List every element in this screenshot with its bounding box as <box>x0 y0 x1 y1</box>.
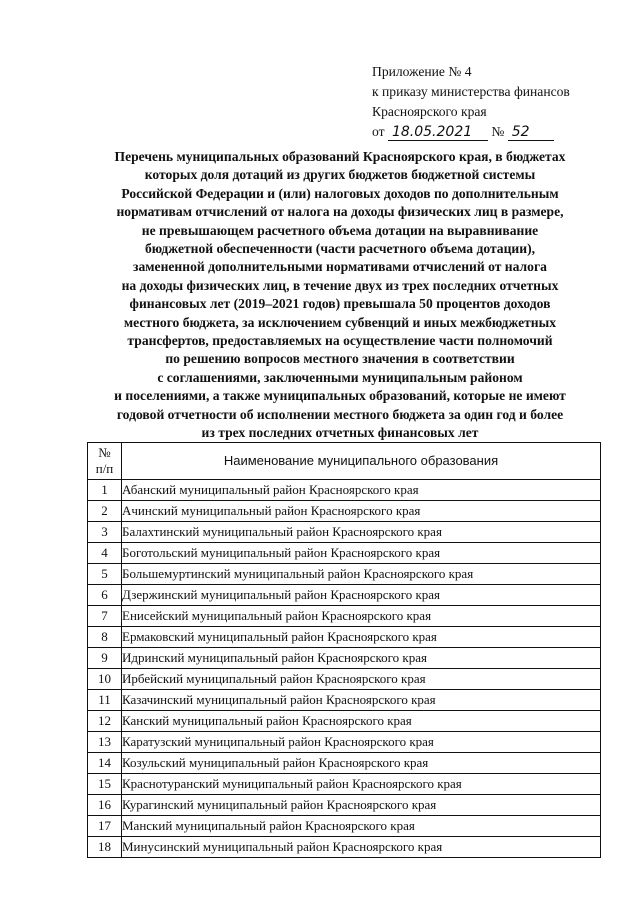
table-row <box>88 837 601 858</box>
row-municipality-name: Ачинский муниципальный район Красноярского края <box>122 501 601 522</box>
table-row <box>88 522 601 543</box>
title-line: финансовых лет (2019–2021 годов) превышала 50 процентов доходов <box>129 296 551 312</box>
row-municipality-name: Курагинский муниципальный район Красноярского края <box>122 795 601 816</box>
table-row <box>88 732 601 753</box>
header-name: Наименование муниципального образования <box>122 443 601 480</box>
row-municipality-name: Абанский муниципальный район Красноярского края <box>122 480 601 501</box>
row-number: 8 <box>88 627 122 648</box>
title-line: замененной дополнительными нормативами отчислений от налога <box>133 259 547 275</box>
table-row <box>88 753 601 774</box>
row-municipality-name: Боготольский муниципальный район Красноярского края <box>122 543 601 564</box>
table-row <box>88 690 601 711</box>
table-row <box>88 627 601 648</box>
header-number-sign: № <box>98 445 111 460</box>
row-municipality-name: Каратузский муниципальный район Красноярского края <box>122 732 601 753</box>
title-line: по решению вопросов местного значения в соответствии <box>165 351 515 367</box>
row-municipality-name: Канский муниципальный район Красноярского края <box>122 711 601 732</box>
row-municipality-name: Краснотуранский муниципальный район Красноярского края <box>122 774 601 795</box>
appendix-title: Приложение № 4 <box>372 64 472 79</box>
title-line: Перечень муниципальных образований Красноярского края, в бюджетах <box>114 149 566 164</box>
row-number: 6 <box>88 585 122 606</box>
title-line: которых доля дотаций из других бюджетов бюджетной системы <box>144 167 536 183</box>
title-line: нормативам отчислений от налога на доходы физических лиц в размере, <box>116 204 564 220</box>
row-municipality-name: Козульский муниципальный район Красноярского края <box>122 753 601 774</box>
row-number: 9 <box>88 648 122 669</box>
row-number: 13 <box>88 732 122 753</box>
row-municipality-name: Манский муниципальный район Красноярского края <box>122 816 601 837</box>
row-number: 11 <box>88 690 122 711</box>
row-number: 12 <box>88 711 122 732</box>
row-municipality-name: Енисейский муниципальный район Красноярского края <box>122 606 601 627</box>
title-line: из трех последних отчетных финансовых лет <box>201 425 479 441</box>
row-number: 16 <box>88 795 122 816</box>
handwritten-date: 18.05.2021 <box>388 124 488 141</box>
title-line: не превышающем расчетного объема дотации на выравнивание <box>141 222 539 238</box>
table-row <box>88 480 601 501</box>
header-number <box>88 443 122 480</box>
table-row <box>88 564 601 585</box>
row-municipality-name: Ирбейский муниципальный район Красноярского края <box>122 669 601 690</box>
appendix-header <box>372 62 622 142</box>
table-row <box>88 501 601 522</box>
row-municipality-name: Идринский муниципальный район Красноярского края <box>122 648 601 669</box>
document-title <box>70 148 610 443</box>
title-line: с соглашениями, заключенными муниципальным районом <box>157 369 523 385</box>
row-number: 17 <box>88 816 122 837</box>
table-row <box>88 816 601 837</box>
title-line: годовой отчетности об исполнении местного бюджета за один год и более <box>116 406 564 422</box>
number-label: № <box>491 124 505 139</box>
row-number: 10 <box>88 669 122 690</box>
municipalities-table <box>87 442 601 858</box>
title-line: трансфертов, предоставляемых на осуществление части полномочий <box>127 333 553 349</box>
table-row <box>88 543 601 564</box>
row-number: 4 <box>88 543 122 564</box>
table-row <box>88 711 601 732</box>
row-number: 5 <box>88 564 122 585</box>
title-line: бюджетной обеспеченности (части расчетного объема дотации), <box>144 241 536 257</box>
row-number: 7 <box>88 606 122 627</box>
row-number: 1 <box>88 480 122 501</box>
title-line: и поселениями, а также муниципальных образований, которые не имеют <box>114 388 566 404</box>
row-number: 18 <box>88 837 122 858</box>
row-number: 3 <box>88 522 122 543</box>
title-line: на доходы физических лиц, в течение двух из трех последних отчетных <box>121 277 559 293</box>
header-number-pp: п/п <box>95 461 114 476</box>
row-municipality-name: Балахтинский муниципальный район Красноярского края <box>122 522 601 543</box>
title-line: Российской Федерации и (или) налоговых доходов по дополнительным <box>121 185 559 201</box>
appendix-date-line <box>372 122 622 142</box>
table-row <box>88 648 601 669</box>
row-number: 15 <box>88 774 122 795</box>
title-line: местного бюджета, за исключением субвенций и иных межбюджетных <box>123 314 557 330</box>
table-row <box>88 669 601 690</box>
table-header-row <box>88 443 601 480</box>
row-number: 2 <box>88 501 122 522</box>
row-municipality-name: Казачинский муниципальный район Красноярского края <box>122 690 601 711</box>
row-number: 14 <box>88 753 122 774</box>
table-row <box>88 795 601 816</box>
row-municipality-name: Минусинский муниципальный район Красноярского края <box>122 837 601 858</box>
appendix-region: Красноярского края <box>372 104 487 119</box>
row-municipality-name: Дзержинский муниципальный район Красноярского края <box>122 585 601 606</box>
table-row <box>88 585 601 606</box>
handwritten-number: 52 <box>508 124 554 141</box>
row-municipality-name: Ермаковский муниципальный район Красноярского края <box>122 627 601 648</box>
from-label: от <box>372 124 385 139</box>
table-row <box>88 774 601 795</box>
appendix-order-ref: к приказу министерства финансов <box>372 84 570 99</box>
row-municipality-name: Большемуртинский муниципальный район Красноярского края <box>122 564 601 585</box>
table-row <box>88 606 601 627</box>
